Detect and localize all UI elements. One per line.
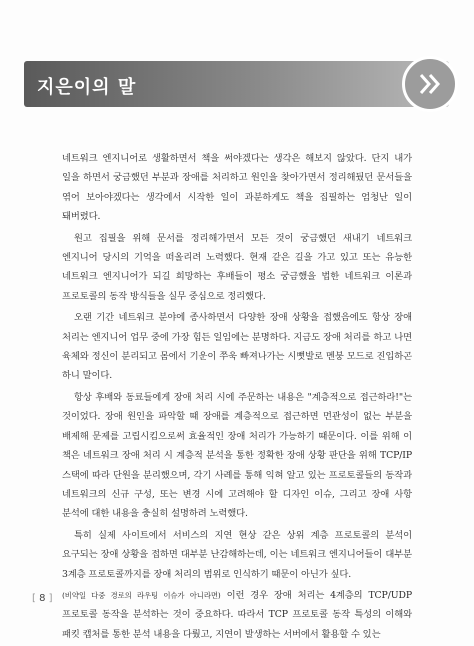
page-bracket-close: ] <box>48 593 53 604</box>
page-bracket-open: [ <box>32 593 36 604</box>
page-number <box>32 593 53 604</box>
paragraph-text: 이런 경우 장애 처리는 4계층의 TCP/UDP 프로토콜 동작을 분석하는 것이 중요하다. 따라서 TCP 프로토콜 동작 특성의 이해와 패킷 캡처를 통한 분석 내용을 다뤘고, 지연이 발생하는 서버에서 활용할 수 있는 <box>62 589 412 640</box>
page-number-value: 8 <box>39 593 46 604</box>
paragraph: 항상 후배와 동료들에게 장애 처리 시에 주문하는 내용은 "계층적으로 접근하라!"는 것이었다. 장애 원인을 파악할 때 장애를 계층적으로 접근하면 먼관성이 없는 부분을 배제해 문제를 고립시킴으로써 효율적인 장애 처리가 가능하기 때문이다. 이를 위해 이 책은 네트워크 장애 처리 시 계층적 분석을 통한 정확한 장애 상황 판단을 위해 TCP/IP 스택에 따라 단원을 분리했으며, 각기 사례를 통해 익혀 알고 있는 프로토콜들의 동작과 네트워크의 신규 구성, 또는 변경 시에 고려해야 할 디자인 이슈, 그리고 장애 사항 분석에 대한 내용을 충실히 설명하려 노력했다. <box>62 391 412 520</box>
aside-note: (비약일 다중 경로의 라우팅 이슈가 아니라면) <box>62 590 221 600</box>
paragraph: 오랜 기간 네트워크 분야에 종사하면서 다양한 장애 상황을 접했음에도 항상 장애 처리는 엔지니어 업무 중에 가장 힘든 일임에는 분명하다. 지금도 장애 처리를 하고 나면 육체와 정신이 분리되고 몸에서 기운이 쭈욱 빠져나가는 시뻣발로 멘붕 모드로 진입하곤 하니 말이다. <box>62 312 412 382</box>
paragraph: 특히 실제 사이트에서 서비스의 지연 현상 같은 상위 계층 프로토콜의 분석이 요구되는 장애 상황을 접하면 대부분 난감해하는데, 이는 네트워크 엔지니어들이 대부분 3계층 프로토콜까지를 장애 처리의 범위로 인식하기 때문이 아닌가 싶다. <box>62 529 412 580</box>
chapter-title: 지은이의 말 <box>37 77 137 98</box>
paragraph: 원고 집필을 위해 문서를 정리해가면서 모든 것이 궁금했던 새내기 네트워크 엔지니어 당시의 기억을 떠올리려 노력했다. 현재 같은 길을 가고 있고 또는 유능한 네트워크 엔지니어가 되길 희망하는 후배들이 평소 궁금했을 법한 네트워크 이론과 프로토콜의 동작 방식들을 실무 중심으로 정리했다. <box>62 232 412 302</box>
paragraph: 네트워크 엔지니어로 생활하면서 책을 써야겠다는 생각은 해보지 않았다. 단지 내가 일을 하면서 궁금했던 부분과 장애를 처리하고 원인을 찾아가면서 정리해뒀던 문서들을 엮어 보아야겠다는 생각에서 시작한 일이 과분하게도 책을 집필하는 엄청난 일이 돼버렸다. <box>62 153 412 223</box>
double-chevron-right-icon <box>402 56 458 112</box>
paragraph-last <box>62 586 412 644</box>
preface-body <box>62 149 412 646</box>
